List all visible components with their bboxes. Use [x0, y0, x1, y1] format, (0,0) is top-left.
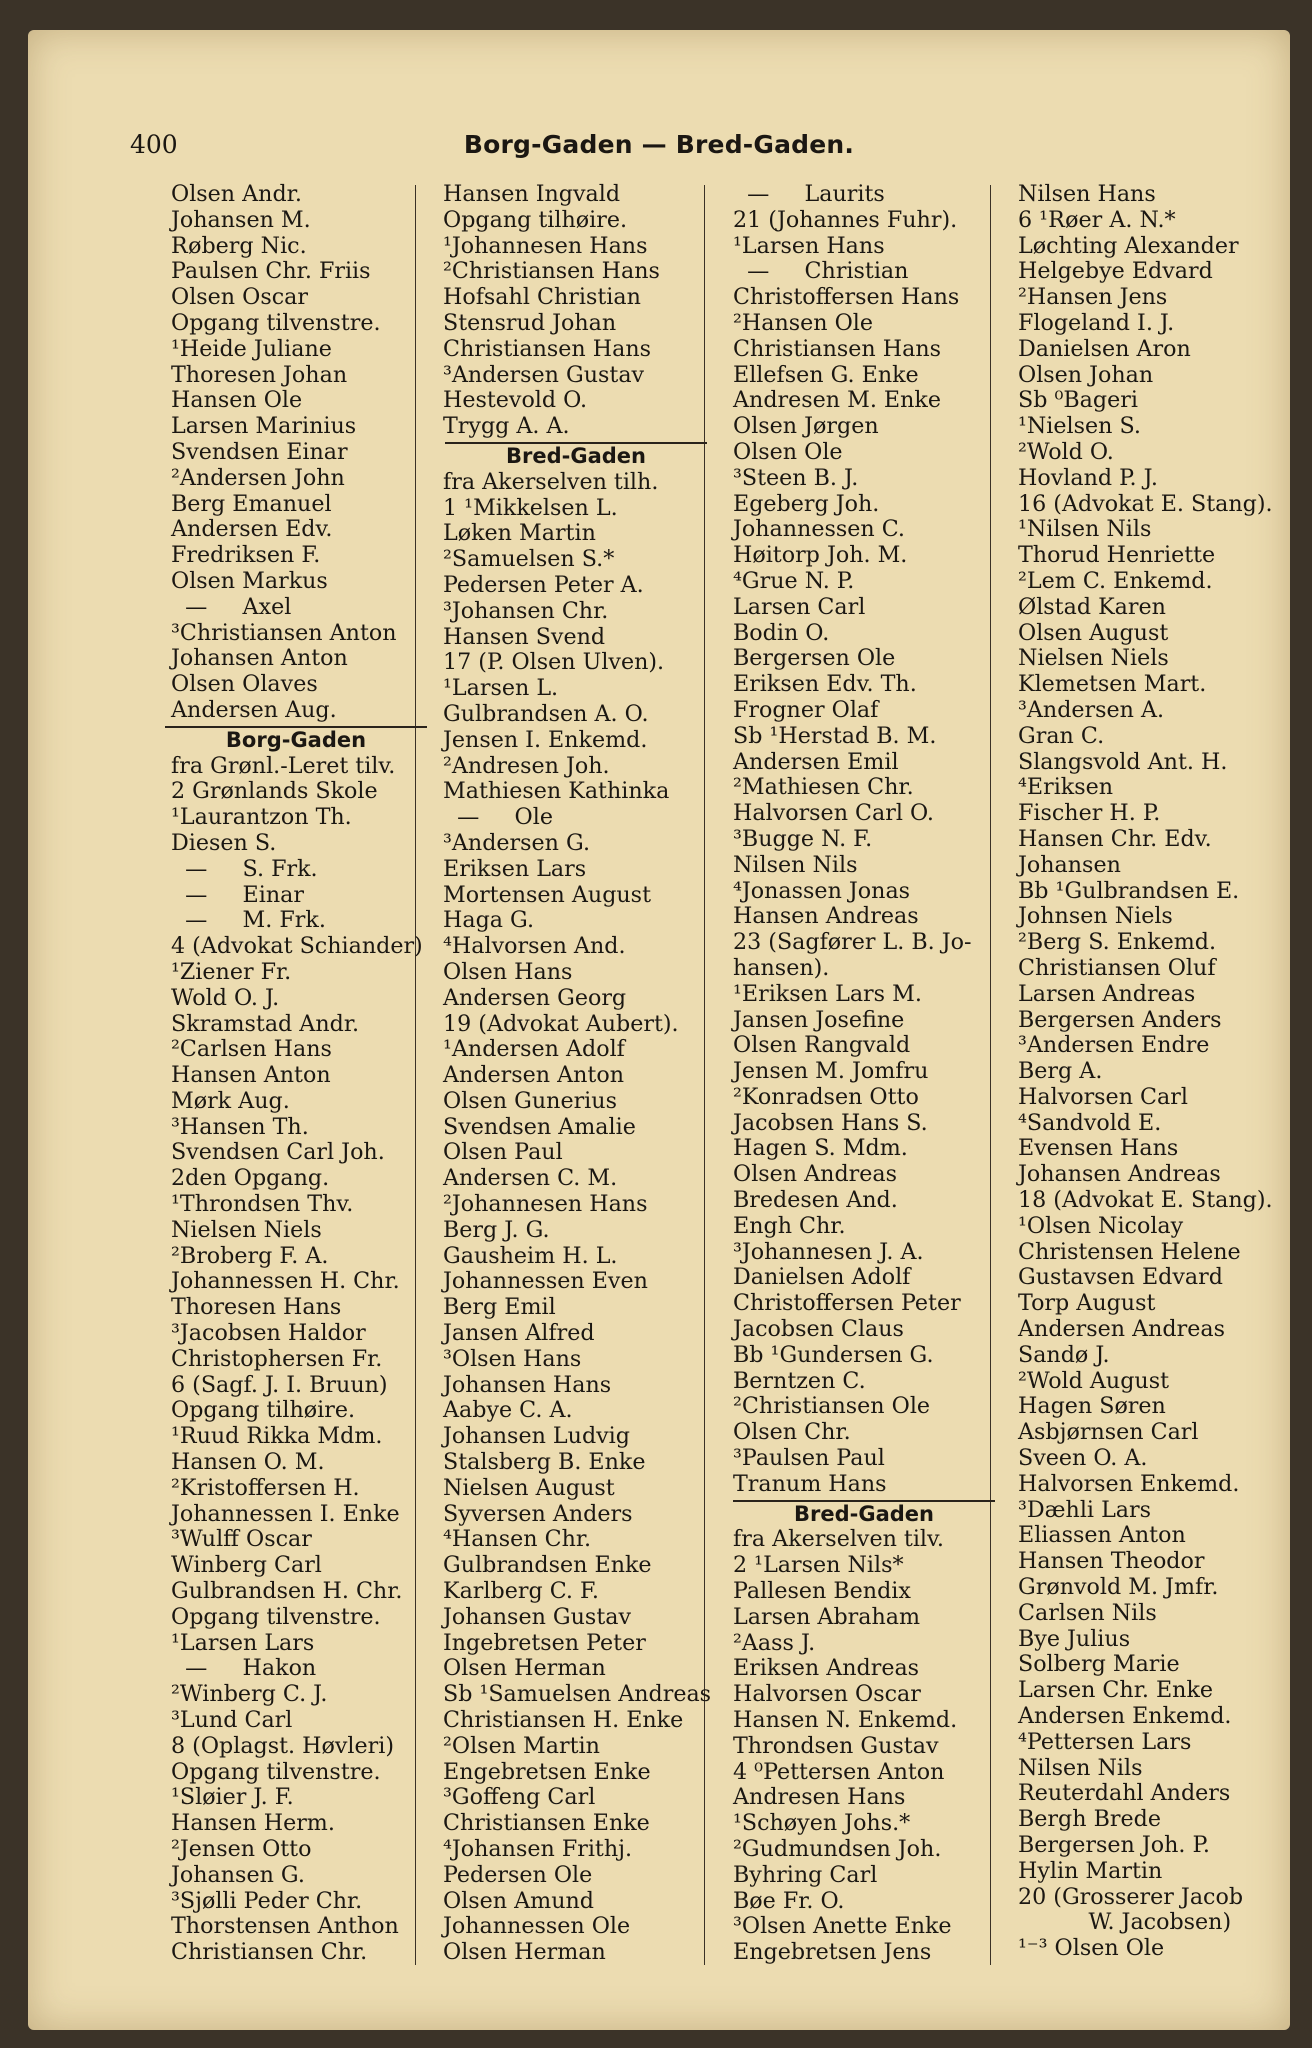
directory-entry: Halvorsen Oscar [733, 1681, 921, 1708]
directory-entry: Opgang tilvenstre. [171, 309, 381, 336]
directory-entry: ²Olsen Martin [443, 1732, 600, 1759]
directory-entry: Berg J. G. [443, 1216, 550, 1243]
directory-entry: Stensrud Johan [443, 309, 617, 336]
directory-entry: Bb ¹Gundersen G. [733, 1341, 934, 1368]
directory-entry: Trygg A. A. [443, 413, 570, 440]
directory-entry: fra Akerselven tilv. [733, 1526, 944, 1553]
directory-entry: ²Winberg C. J. [171, 1681, 328, 1708]
directory-entry: Sandø J. [1018, 1341, 1110, 1368]
directory-entry: Haga G. [443, 907, 535, 934]
directory-entry: — Hakon [171, 1655, 317, 1682]
directory-entry: Andersen Enkemd. [1018, 1703, 1232, 1730]
directory-entry: ¹Olsen Nicolay [1018, 1212, 1184, 1239]
directory-entry: Olsen Amund [443, 1887, 594, 1914]
directory-entry: Slangsvold Ant. H. [1018, 748, 1228, 775]
directory-entry: Hylin Martin [1018, 1857, 1163, 1884]
directory-entry: ¹Nielsen S. [1018, 413, 1141, 440]
directory-entry: Mathiesen Kathinka [443, 778, 670, 805]
directory-entry: Christensen Helene [1018, 1238, 1241, 1265]
directory-entry: ¹Larsen Lars [171, 1629, 315, 1656]
directory-entry: Thoresen Hans [171, 1294, 342, 1321]
directory-entry: Karlberg C. F. [443, 1578, 599, 1605]
directory-entry: Bergersen Anders [1018, 1006, 1222, 1033]
directory-entry: Danielsen Aron [1018, 335, 1191, 362]
directory-entry: 21 (Johannes Fuhr). [733, 206, 958, 233]
directory-entry: Jacobsen Claus [733, 1316, 904, 1343]
directory-entry: Danielsen Adolf [733, 1264, 911, 1291]
directory-entry: Andersen Andreas [1018, 1316, 1225, 1343]
directory-entry: W. Jacobsen) [1018, 1909, 1232, 1936]
directory-entry: Engebretsen Enke [443, 1758, 651, 1785]
directory-entry: Johansen [1018, 851, 1121, 878]
directory-entry: Pedersen Ole [443, 1861, 593, 1888]
directory-entry: Fredriksen F. [171, 542, 321, 569]
directory-entry: Johnsen Niels [1018, 903, 1173, 930]
directory-entry: Eriksen Lars [443, 855, 587, 882]
directory-entry: Asbjørnsen Carl [1018, 1419, 1199, 1446]
directory-entry: Gran C. [1018, 722, 1105, 749]
directory-entry: Høitorp Joh. M. [733, 542, 908, 569]
directory-entry: ³Andersen Gustav [443, 361, 645, 388]
directory-entry: ³Johansen Chr. [443, 597, 609, 624]
directory-entry: ³Wulff Oscar [171, 1526, 312, 1553]
directory-entry: Sb ¹Samuelsen Andreas [443, 1681, 712, 1708]
directory-entry: Andersen Anton [443, 1062, 624, 1089]
directory-entry: Thorstensen Anthon [171, 1913, 399, 1940]
directory-entry: Flogeland I. J. [1018, 309, 1175, 336]
directory-entry: Christoffersen Hans [733, 284, 960, 311]
directory-entry: Jansen Josefine [733, 1006, 905, 1033]
directory-entry: Olsen Andreas [733, 1161, 898, 1188]
directory-entry: Olsen Olaves [171, 671, 318, 698]
directory-entry: Røberg Nic. [171, 232, 307, 259]
directory-entry: — Ole [443, 804, 553, 831]
directory-entry: — Einar [171, 881, 304, 908]
directory-entry: ³Christiansen Anton [171, 619, 397, 646]
directory-entry: ³Sjølli Peder Chr. [171, 1887, 363, 1914]
directory-entry: ¹Laurantzon Th. [171, 804, 352, 831]
directory-entry: Eriksen Andreas [733, 1655, 920, 1682]
directory-entry: Johannessen H. Chr. [171, 1268, 400, 1295]
directory-entry: Nielsen Niels [1018, 645, 1169, 672]
directory-entry: 19 (Advokat Aubert). [443, 1010, 679, 1037]
directory-column-4 [1018, 182, 1308, 1962]
directory-entry: Thorud Henriette [1018, 542, 1216, 569]
directory-entry: Nilsen Hans [1018, 181, 1156, 207]
directory-entry: Jacobsen Hans S. [733, 1109, 928, 1136]
directory-entry: Olsen Hans [443, 958, 573, 985]
directory-entry: ²Kristoffersen H. [171, 1474, 360, 1501]
directory-entry: ²Hansen Ole [733, 309, 874, 336]
directory-entry: Halvorsen Carl [1018, 1083, 1188, 1110]
directory-entry: Sb ¹Herstad B. M. [733, 722, 937, 749]
directory-entry: ²Mathiesen Chr. [733, 774, 914, 801]
directory-entry: Egeberg Joh. [733, 490, 880, 517]
directory-entry: Opgang tilvenstre. [171, 1603, 381, 1630]
directory-entry: Winberg Carl [171, 1552, 322, 1579]
directory-entry: 18 (Advokat E. Stang). [1018, 1187, 1273, 1214]
directory-entry: Jensen M. Jomfru [733, 1058, 929, 1085]
directory-entry: ²Wold O. [1018, 438, 1114, 465]
directory-entry: Johansen Anton [171, 645, 348, 672]
directory-entry: Hofsahl Christian [443, 284, 641, 311]
directory-entry: ³Paulsen Paul [733, 1445, 885, 1472]
directory-entry: Nilsen Nils [1018, 1754, 1143, 1781]
directory-entry: Andresen M. Enke [733, 387, 941, 414]
directory-entry: ³Andersen G. [443, 829, 590, 856]
directory-entry: ³Bugge N. F. [733, 825, 873, 852]
directory-entry: Fischer H. P. [1018, 800, 1161, 827]
directory-entry: — Axel [171, 593, 292, 620]
directory-entry: ²Aass J. [733, 1629, 816, 1656]
directory-entry: Olsen Markus [171, 567, 328, 594]
directory-entry: Frogner Olaf [733, 696, 879, 723]
directory-entry: 8 (Oplagst. Høvleri) [171, 1732, 394, 1759]
directory-entry: ¹Andersen Adolf [443, 1036, 625, 1063]
directory-column-1 [171, 182, 441, 1966]
directory-entry: Bergersen Ole [733, 645, 896, 672]
directory-entry: ³Goffeng Carl [443, 1784, 596, 1811]
directory-entry: Bøe Fr. O. [733, 1887, 845, 1914]
directory-entry: 2 Grønlands Skole [171, 778, 378, 805]
directory-entry: ²Berg S. Enkemd. [1018, 929, 1217, 956]
directory-entry: Gulbrandsen Enke [443, 1552, 652, 1579]
directory-entry: Hansen Chr. Edv. [1018, 825, 1212, 852]
directory-entry: Bb ¹Gulbrandsen E. [1018, 877, 1240, 904]
directory-entry: Hovland P. J. [1018, 464, 1158, 491]
directory-entry: Halvorsen Enkemd. [1018, 1470, 1240, 1497]
directory-entry: Olsen Paul [443, 1139, 563, 1166]
directory-entry: Bredesen And. [733, 1187, 898, 1214]
directory-entry: Johannessen Even [443, 1268, 648, 1295]
directory-entry: ¹Nilsen Nils [1018, 516, 1152, 543]
directory-entry: Skramstad Andr. [171, 1010, 360, 1037]
directory-entry: 4 ⁰Pettersen Anton [733, 1758, 945, 1785]
directory-entry: Larsen Chr. Enke [1018, 1677, 1214, 1704]
directory-entry: Hansen Ingvald [443, 181, 621, 207]
directory-entry: Carlsen Nils [1018, 1599, 1157, 1626]
directory-entry: Olsen Jørgen [733, 413, 879, 440]
directory-entry: Svendsen Einar [171, 438, 348, 465]
directory-entry: Berg A. [1018, 1058, 1103, 1085]
directory-entry: 17 (P. Olsen Ulven). [443, 649, 665, 676]
directory-entry: Throndsen Gustav [733, 1732, 939, 1759]
directory-entry: ¹Throndsen Thv. [171, 1191, 354, 1218]
directory-entry: Olsen Herman [443, 1939, 606, 1966]
directory-entry: ³Dæhli Lars [1018, 1496, 1152, 1523]
directory-entry: Syversen Anders [443, 1500, 633, 1527]
directory-entry: ³Andersen A. [1018, 696, 1165, 723]
directory-entry: Hansen Andreas [733, 903, 919, 930]
directory-entry: ³Jacobsen Haldor [171, 1320, 366, 1347]
directory-entry: ¹Johannesen Hans [443, 232, 648, 259]
directory-entry: ²Hansen Jens [1018, 284, 1168, 311]
street-heading: Borg-Gaden [165, 726, 427, 754]
directory-entry: ²Andresen Joh. [443, 752, 610, 779]
directory-entry: fra Grønl.-Leret tilv. [171, 752, 396, 779]
directory-entry: ¹Larsen L. [443, 675, 559, 702]
directory-entry: 6 (Sagf. J. I. Bruun) [171, 1371, 388, 1398]
directory-entry: Diesen S. [171, 829, 277, 856]
directory-entry: Gustavsen Edvard [1018, 1264, 1223, 1291]
directory-entry: ²Jensen Otto [171, 1836, 312, 1862]
directory-entry: Løken Martin [443, 520, 596, 547]
directory-entry: Solberg Marie [1018, 1651, 1180, 1678]
directory-entry: ¹⁻³ Olsen Ole [1018, 1935, 1165, 1962]
directory-entry: Olsen Herman [443, 1655, 606, 1682]
directory-entry: — S. Frk. [171, 855, 318, 882]
directory-entry: Nilsen Nils [733, 851, 858, 878]
directory-entry: ³Johannesen J. A. [733, 1238, 924, 1265]
directory-entry: Sb ⁰Bageri [1018, 387, 1138, 414]
directory-entry: Bergh Brede [1018, 1806, 1161, 1833]
directory-entry: ³Hansen Th. [171, 1113, 309, 1140]
directory-entry: Mortensen August [443, 881, 651, 908]
directory-entry: Andersen Edv. [171, 516, 333, 543]
street-heading: Bred-Gaden [445, 442, 707, 470]
directory-entry: Torp August [1018, 1290, 1156, 1317]
directory-entry: Christiansen Enke [443, 1810, 650, 1837]
directory-entry: ³Olsen Hans [443, 1345, 582, 1372]
directory-entry: Opgang tilhøire. [171, 1397, 356, 1424]
directory-entry: Bodin O. [733, 619, 830, 646]
directory-entry: Aabye C. A. [443, 1397, 573, 1424]
directory-entry: Hansen Ole [171, 387, 303, 414]
directory-entry: Svendsen Amalie [443, 1113, 636, 1140]
directory-entry: Christiansen Hans [733, 335, 941, 362]
directory-entry: Johannessen Ole [443, 1913, 631, 1940]
directory-entry: Andersen Aug. [171, 696, 337, 723]
directory-entry: Pallesen Bendix [733, 1578, 911, 1605]
directory-entry: Olsen Oscar [171, 284, 308, 311]
directory-entry: Grønvold M. Jmfr. [1018, 1574, 1219, 1601]
directory-column-3 [733, 182, 1023, 1966]
directory-entry: ²Konradsen Otto [733, 1083, 919, 1110]
directory-entry: ³Olsen Anette Enke [733, 1913, 952, 1940]
directory-entry: Bergersen Joh. P. [1018, 1832, 1210, 1858]
directory-entry: Christiansen Oluf [1018, 954, 1216, 981]
page-header: Borg-Gaden — Bred-Gaden. [463, 130, 855, 159]
directory-entry: Christiansen Hans [443, 335, 651, 362]
directory-entry: Jansen Alfred [443, 1320, 595, 1347]
directory-entry: ²Samuelsen S.* [443, 546, 615, 573]
directory-entry: ⁴Halvorsen And. [443, 933, 626, 960]
directory-entry: Svendsen Carl Joh. [171, 1139, 385, 1166]
directory-entry: ¹Ruud Rikka Mdm. [171, 1423, 383, 1450]
directory-entry: Olsen Andr. [171, 181, 302, 207]
directory-entry: Olsen Johan [1018, 361, 1154, 388]
directory-entry: Andersen C. M. [443, 1165, 618, 1192]
directory-entry: Andersen Georg [443, 984, 627, 1011]
directory-entry: ⁴Johansen Frithj. [443, 1836, 633, 1862]
directory-entry: fra Akerselven tilh. [443, 468, 659, 495]
directory-entry: 16 (Advokat E. Stang). [1018, 490, 1273, 517]
directory-entry: Larsen Carl [733, 593, 866, 620]
directory-entry: ⁴Pettersen Lars [1018, 1728, 1192, 1755]
directory-entry: Hansen Anton [171, 1062, 331, 1089]
directory-entry: ¹Eriksen Lars M. [733, 980, 922, 1007]
directory-entry: ²Johannesen Hans [443, 1191, 648, 1218]
directory-entry: ¹Schøyen Johs.* [733, 1810, 911, 1837]
directory-entry: Christiansen Chr. [171, 1939, 368, 1966]
directory-entry: Larsen Marinius [171, 413, 357, 440]
directory-entry: 6 ¹Røer A. N.* [1018, 206, 1176, 233]
directory-entry: Evensen Hans [1018, 1135, 1179, 1162]
directory-entry: — M. Frk. [171, 907, 326, 934]
directory-entry: Mørk Aug. [171, 1087, 290, 1114]
directory-entry: Andresen Hans [733, 1784, 906, 1811]
directory-entry: Ingebretsen Peter [443, 1629, 646, 1656]
directory-entry: Hansen O. M. [171, 1449, 325, 1476]
directory-entry: ¹Ziener Fr. [171, 958, 292, 985]
directory-entry: Halvorsen Carl O. [733, 800, 934, 827]
directory-entry: ¹Sløier J. F. [171, 1784, 294, 1811]
directory-entry: Hansen N. Enkemd. [733, 1707, 958, 1734]
directory-entry: Byhring Carl [733, 1861, 878, 1888]
directory-entry: Berg Emil [443, 1294, 556, 1321]
directory-entry: Olsen Chr. [733, 1419, 851, 1446]
directory-entry: ⁴Hansen Chr. [443, 1526, 592, 1553]
directory-entry: ¹Heide Juliane [171, 335, 332, 362]
directory-entry: Olsen Gunerius [443, 1087, 617, 1114]
directory-entry: Ellefsen G. Enke [733, 361, 919, 388]
directory-entry: Johansen Andreas [1018, 1161, 1221, 1188]
directory-entry: ¹Larsen Hans [733, 232, 885, 259]
directory-entry: ⁴Grue N. P. [733, 567, 855, 594]
directory-entry: Nielsen Niels [171, 1216, 322, 1243]
directory-entry: Pedersen Peter A. [443, 571, 644, 598]
directory-entry: Opgang tilvenstre. [171, 1758, 381, 1785]
directory-entry: Helgebye Edvard [1018, 258, 1213, 285]
directory-page [28, 30, 1290, 2030]
directory-entry: Berg Emanuel [171, 490, 332, 517]
directory-entry: ⁴Eriksen [1018, 774, 1114, 801]
directory-entry: Wold O. J. [171, 984, 280, 1011]
directory-entry: Olsen August [1018, 619, 1169, 646]
directory-entry: Hansen Svend [443, 623, 606, 650]
directory-entry: Olsen Ole [733, 438, 843, 465]
directory-entry: Tranum Hans [733, 1470, 887, 1497]
directory-entry: 2 ¹Larsen Nils* [733, 1552, 904, 1579]
directory-entry: Johannessen I. Enke [171, 1500, 400, 1527]
directory-entry: 1 ¹Mikkelsen L. [443, 494, 618, 521]
directory-entry: ³Steen B. J. [733, 464, 859, 491]
directory-entry: Andersen Emil [733, 748, 899, 775]
directory-entry: — Christian [733, 258, 909, 285]
directory-entry: Johansen Hans [443, 1371, 612, 1398]
directory-entry: Johannessen C. [733, 516, 905, 543]
directory-entry: ²Lem C. Enkemd. [1018, 567, 1213, 594]
directory-entry: Olsen Rangvald [733, 1032, 911, 1059]
directory-entry: Johansen G. [171, 1861, 305, 1888]
directory-entry: Gulbrandsen A. O. [443, 700, 649, 727]
directory-entry: Løchting Alexander [1018, 232, 1239, 259]
directory-entry: ²Broberg F. A. [171, 1242, 329, 1269]
directory-entry: Engh Chr. [733, 1212, 846, 1239]
directory-entry: 2den Opgang. [171, 1165, 330, 1192]
directory-entry: Eriksen Edv. Th. [733, 671, 917, 698]
directory-entry: 4 (Advokat Schiander) [171, 933, 423, 960]
directory-entry: Engebretsen Jens [733, 1939, 932, 1966]
directory-entry: ⁴Sandvold E. [1018, 1109, 1162, 1136]
directory-entry: hansen). [733, 954, 830, 981]
directory-entry: Larsen Andreas [1018, 980, 1196, 1007]
directory-entry: Larsen Abraham [733, 1603, 921, 1630]
directory-entry: Hagen S. Mdm. [733, 1135, 908, 1162]
directory-entry: Thoresen Johan [171, 361, 348, 388]
directory-entry: Johansen Gustav [443, 1603, 631, 1630]
directory-entry: Paulsen Chr. Friis [171, 258, 371, 285]
directory-entry: ⁴Jonassen Jonas [733, 877, 911, 904]
directory-entry: — Laurits [733, 181, 885, 207]
directory-entry: Johansen Ludvig [443, 1423, 630, 1450]
directory-entry: ³Andersen Endre [1018, 1032, 1210, 1059]
directory-entry: Hansen Herm. [171, 1810, 335, 1837]
directory-entry: 23 (Sagfører L. B. Jo- [733, 929, 972, 956]
directory-entry: Berntzen C. [733, 1367, 866, 1394]
street-heading: Bred-Gaden [733, 1500, 995, 1528]
directory-entry: Stalsberg B. Enke [443, 1449, 646, 1476]
directory-entry: Klemetsen Mart. [1018, 671, 1207, 698]
directory-entry: Christiansen H. Enke [443, 1707, 684, 1734]
directory-entry: ²Christiansen Hans [443, 258, 660, 285]
directory-entry: Nielsen August [443, 1474, 615, 1501]
directory-entry: Jensen I. Enkemd. [443, 726, 648, 753]
directory-entry: Hansen Theodor [1018, 1548, 1205, 1575]
directory-entry: ²Gudmundsen Joh. [733, 1836, 942, 1862]
directory-entry: ³Lund Carl [171, 1707, 293, 1734]
directory-entry: Gulbrandsen H. Chr. [171, 1578, 403, 1605]
directory-entry: ²Andersen John [171, 464, 345, 491]
directory-entry: ²Wold August [1018, 1367, 1170, 1394]
directory-entry: ²Carlsen Hans [171, 1036, 332, 1063]
directory-entry: Reuterdahl Anders [1018, 1780, 1231, 1807]
directory-entry: 20 (Grosserer Jacob [1018, 1883, 1244, 1910]
directory-entry: Opgang tilhøire. [443, 206, 628, 233]
directory-entry: Christophersen Fr. [171, 1345, 383, 1372]
directory-entry: Ølstad Karen [1018, 593, 1166, 620]
directory-entry: Christoffersen Peter [733, 1290, 961, 1317]
directory-entry: Bye Julius [1018, 1625, 1131, 1652]
directory-entry: Eliassen Anton [1018, 1522, 1186, 1549]
directory-column-2 [443, 182, 733, 1966]
directory-entry: Sveen O. A. [1018, 1445, 1148, 1472]
directory-entry: Hagen Søren [1018, 1393, 1166, 1420]
directory-entry: ²Christiansen Ole [733, 1393, 931, 1420]
directory-entry: Gausheim H. L. [443, 1242, 618, 1269]
page-number: 400 [130, 130, 178, 159]
directory-entry: Johansen M. [171, 206, 311, 233]
directory-entry: Hestevold O. [443, 387, 588, 414]
